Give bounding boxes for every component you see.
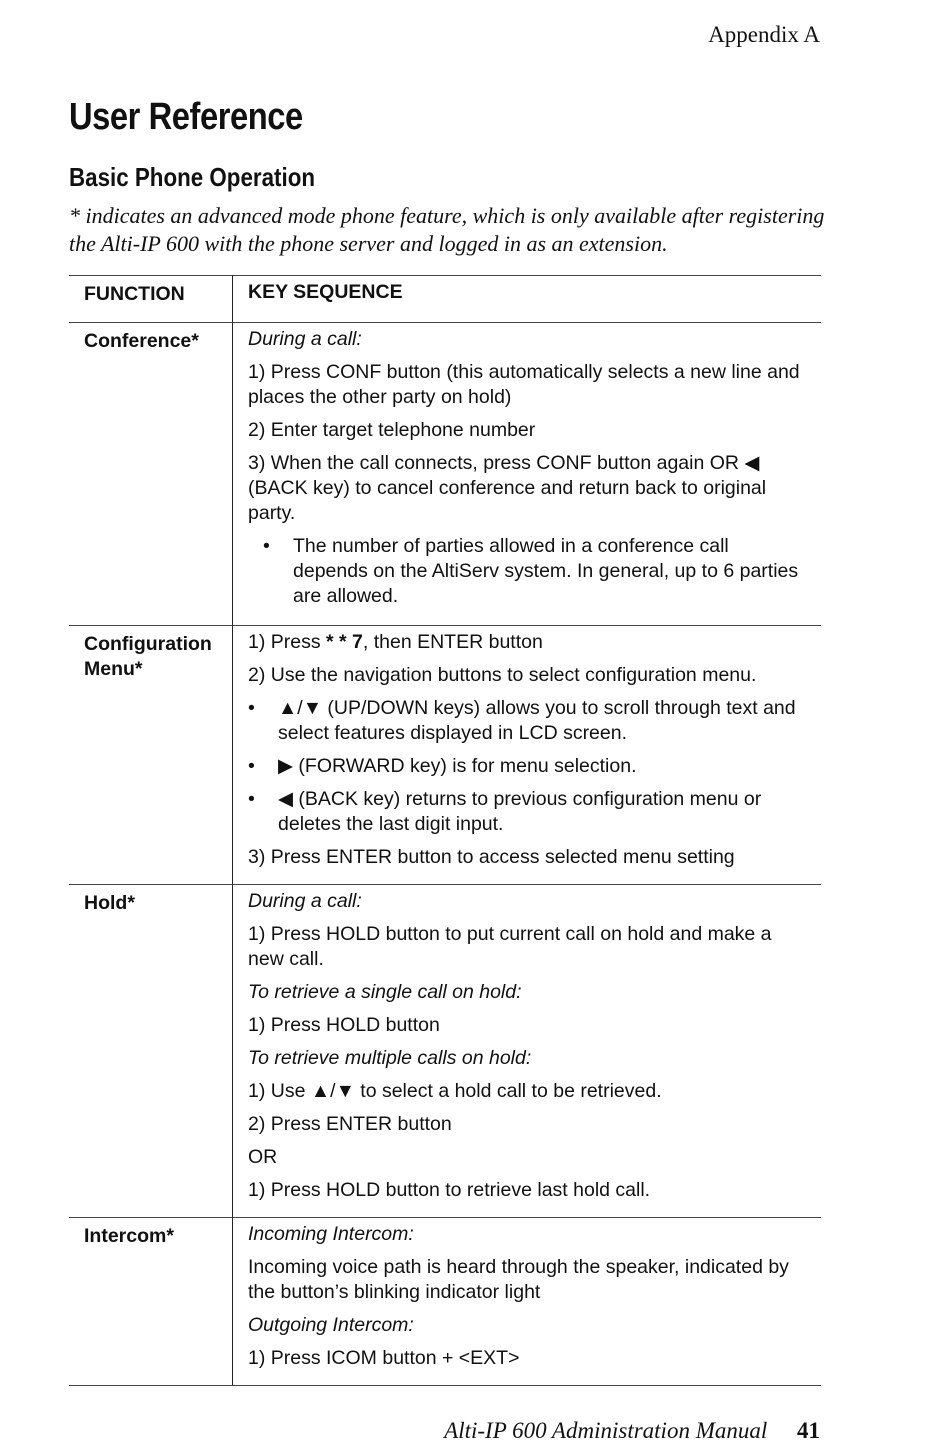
- text-run: 1) Press ICOM button + <EXT>: [248, 1347, 520, 1369]
- step-context: [248, 980, 806, 1005]
- function-name: Configuration Menu*: [69, 626, 233, 885]
- table-row: [69, 323, 821, 626]
- table-header-row: [69, 276, 821, 323]
- step-context: [248, 1222, 806, 1247]
- step: [248, 360, 806, 410]
- step: [248, 1013, 806, 1038]
- page-number: 41: [797, 1418, 820, 1443]
- text-run: 3) When the call connects, press CONF button again OR ◀ (BACK key) to cancel conference and return back to original party.: [248, 452, 767, 524]
- step: [248, 451, 806, 526]
- key-sequence: [233, 1218, 822, 1386]
- page-footer: [444, 1418, 820, 1444]
- function-name: Conference*: [69, 323, 233, 626]
- text-run: ▶ (FORWARD key) is for menu selection.: [278, 755, 637, 777]
- text-run: During a call:: [248, 328, 362, 350]
- running-head: Appendix A: [708, 22, 820, 47]
- key-sequence: [233, 323, 822, 626]
- bullet-note: [248, 787, 806, 837]
- bullet-note: [248, 696, 806, 746]
- section-title: Basic Phone Operation: [69, 162, 316, 192]
- key-sequence: [233, 885, 822, 1218]
- text-run: 1) Press HOLD button to put current call on hold and make a new call.: [248, 923, 772, 970]
- step: [248, 1178, 806, 1203]
- text-run: To retrieve multiple calls on hold:: [248, 1047, 532, 1069]
- text-run: OR: [248, 1146, 278, 1168]
- text-run: 2) Use the navigation buttons to select configuration menu.: [248, 664, 757, 686]
- step: [248, 1079, 806, 1104]
- table-row: [69, 885, 821, 1218]
- text-run: 1) Press HOLD button: [248, 1014, 440, 1036]
- text-run: 1) Press CONF button (this automatically selects a new line and places the other party on hold): [248, 361, 800, 408]
- step: [248, 1112, 806, 1137]
- table-row: [69, 626, 821, 885]
- intro-note: * indicates an advanced mode phone feature, which is only available after registering the Alti-IP 600 with the phone server and logged in as an extension.: [69, 203, 825, 256]
- text-run: 2) Press ENTER button: [248, 1113, 452, 1135]
- step: [248, 845, 806, 870]
- step: [248, 1145, 806, 1170]
- function-name: Hold*: [69, 885, 233, 1218]
- text-run: 1) Press HOLD button to retrieve last hold call.: [248, 1179, 651, 1201]
- text-run: 3) Press ENTER button to access selected menu setting: [248, 846, 735, 868]
- text-run: , then ENTER button: [362, 631, 543, 653]
- step: [248, 630, 806, 655]
- key-sequence: [233, 626, 822, 885]
- step: [248, 1255, 806, 1305]
- step-context: [248, 1046, 806, 1071]
- step: [248, 922, 806, 972]
- step: [248, 418, 806, 443]
- page-title: User Reference: [69, 96, 303, 138]
- step: [248, 1346, 806, 1371]
- text-run: 2) Enter target telephone number: [248, 419, 536, 441]
- text-run: The number of parties allowed in a conference call depends on the AltiServ system. In general, up to 6 parties are allowed.: [293, 535, 799, 607]
- text-run: 1) Press: [248, 631, 327, 653]
- step-context: [248, 1313, 806, 1338]
- header-function: FUNCTION: [69, 276, 233, 323]
- header-key-sequence: KEY SEQUENCE: [233, 276, 822, 323]
- manual-title: Alti-IP 600 Administration Manual: [444, 1418, 768, 1443]
- step-context: [248, 327, 806, 352]
- bullet-note: [248, 534, 806, 609]
- text-run: Incoming voice path is heard through the speaker, indicated by the button’s blinking indicator light: [248, 1256, 789, 1303]
- reference-table: [69, 275, 821, 1386]
- bullet-note: [248, 754, 806, 779]
- text-run: To retrieve a single call on hold:: [248, 981, 522, 1003]
- text-run: 1) Use ▲/▼ to select a hold call to be retrieved.: [248, 1080, 662, 1102]
- text-run: During a call:: [248, 890, 362, 912]
- table-row: [69, 1218, 821, 1386]
- text-run: ◀ (BACK key) returns to previous configuration menu or deletes the last digit input.: [278, 788, 762, 835]
- step: [248, 663, 806, 688]
- text-run: * * 7: [326, 631, 363, 653]
- text-run: ▲/▼ (UP/DOWN keys) allows you to scroll through text and select features displayed in LCD screen.: [278, 697, 796, 744]
- function-name: Intercom*: [69, 1218, 233, 1386]
- step-context: [248, 889, 806, 914]
- text-run: Incoming Intercom:: [248, 1223, 414, 1245]
- text-run: Outgoing Intercom:: [248, 1314, 414, 1336]
